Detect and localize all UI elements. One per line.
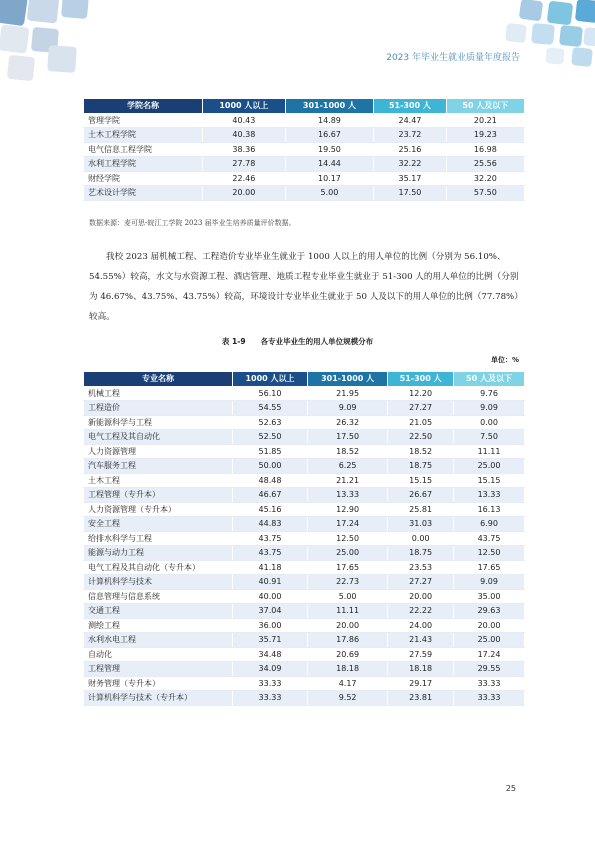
value-cell: 13.33 — [308, 488, 388, 503]
value-cell: 9.09 — [308, 401, 388, 416]
value-cell: 17.65 — [454, 560, 525, 575]
row-label-cell: 新能源科学与工程 — [84, 415, 233, 430]
row-label-cell: 工程管理 — [84, 662, 233, 677]
value-cell: 45.16 — [233, 502, 308, 517]
table-row — [84, 676, 525, 691]
table-header-row — [84, 372, 525, 387]
value-cell: 23.81 — [388, 691, 454, 706]
value-cell: 32.20 — [446, 171, 524, 186]
row-label-cell: 机械工程 — [84, 386, 233, 401]
value-cell: 52.50 — [233, 430, 308, 445]
value-cell: 20.21 — [446, 113, 524, 128]
table-row — [84, 662, 525, 677]
deco-square — [575, 0, 595, 23]
deco-square — [519, 0, 544, 21]
table-body — [84, 113, 525, 200]
value-cell: 35.00 — [454, 589, 525, 604]
row-label-cell: 电气信息工程学院 — [84, 142, 203, 157]
value-cell: 17.24 — [308, 517, 388, 532]
header-51-300: 51-300 人 — [388, 372, 454, 387]
table-row — [84, 502, 525, 517]
value-cell: 56.10 — [233, 386, 308, 401]
value-cell: 40.00 — [233, 589, 308, 604]
value-cell: 17.24 — [454, 647, 525, 662]
value-cell: 11.11 — [454, 444, 525, 459]
value-cell: 11.11 — [308, 604, 388, 619]
value-cell: 25.16 — [374, 142, 447, 157]
value-cell: 18.75 — [388, 459, 454, 474]
value-cell: 25.81 — [388, 502, 454, 517]
value-cell: 31.03 — [388, 517, 454, 532]
value-cell: 18.18 — [388, 662, 454, 677]
value-cell: 26.32 — [308, 415, 388, 430]
value-cell: 52.63 — [233, 415, 308, 430]
value-cell: 17.50 — [374, 186, 447, 201]
table-row — [84, 517, 525, 532]
table-caption: 表 1-9 各专业毕业生的用人单位规模分布 — [221, 337, 374, 346]
value-cell: 33.33 — [454, 676, 525, 691]
value-cell: 12.20 — [388, 386, 454, 401]
row-label-cell: 信息管理与信息系统 — [84, 589, 233, 604]
table-row — [84, 488, 525, 503]
value-cell: 22.50 — [388, 430, 454, 445]
row-label-cell: 水利水电工程 — [84, 633, 233, 648]
data-source-note: 数据来源：麦可思-皖江工学院 2023 届毕业生培养质量评价数据。 — [89, 219, 296, 227]
table-row — [84, 633, 525, 648]
report-header-title: 2023 年毕业生就业质量年度报告 — [386, 53, 520, 63]
row-label-cell: 财经学院 — [84, 171, 203, 186]
row-label-cell: 人力资源管理 — [84, 444, 233, 459]
value-cell: 25.00 — [454, 459, 525, 474]
value-cell: 21.43 — [388, 633, 454, 648]
value-cell: 43.75 — [454, 531, 525, 546]
value-cell: 21.95 — [308, 386, 388, 401]
value-cell: 25.56 — [446, 157, 524, 172]
row-label-cell: 自动化 — [84, 647, 233, 662]
value-cell: 17.65 — [308, 560, 388, 575]
row-label-cell: 水利工程学院 — [84, 157, 203, 172]
deco-square — [571, 47, 593, 67]
table-header-row — [84, 99, 525, 114]
value-cell: 6.25 — [308, 459, 388, 474]
header-301-1000: 301-1000 人 — [285, 99, 373, 114]
table-row — [84, 618, 525, 633]
value-cell: 35.71 — [233, 633, 308, 648]
header-301-1000: 301-1000 人 — [308, 372, 388, 387]
value-cell: 44.83 — [233, 517, 308, 532]
deco-square — [47, 45, 77, 73]
table-row — [84, 531, 525, 546]
value-cell: 18.75 — [388, 546, 454, 561]
header-50-below: 50 人及以下 — [454, 372, 525, 387]
deco-square — [505, 23, 527, 43]
row-label-cell: 计算机科学与技术 — [84, 575, 233, 590]
table-row — [84, 386, 525, 401]
value-cell: 32.22 — [374, 157, 447, 172]
value-cell: 7.50 — [454, 430, 525, 445]
header-college-name: 学院名称 — [84, 99, 203, 114]
value-cell: 0.00 — [388, 531, 454, 546]
value-cell: 9.76 — [454, 386, 525, 401]
body-paragraph: 我校 2023 届机械工程、工程造价专业毕业生就业于 1000 人以上的用人单位的比例（分别为 56.10%、54.55%）较高，水文与水资源工程、酒店管理、地质工程专业毕业生就业于 51-300 人的用人单位的比例（分别为 46.67%、43.75%、43.75%）较高，环境设计专业毕业生就业于 50 人及以下的用人单位的比例（77.78%）较高。 — [89, 252, 519, 322]
table-row — [84, 142, 525, 157]
value-cell: 35.17 — [374, 171, 447, 186]
value-cell: 19.23 — [446, 128, 524, 143]
deco-square — [531, 23, 555, 45]
deco-square — [0, 0, 28, 26]
value-cell: 17.86 — [308, 633, 388, 648]
header-1000-plus: 1000 人以上 — [203, 99, 286, 114]
college-scale-table — [83, 98, 525, 201]
table-row — [84, 473, 525, 488]
value-cell: 48.48 — [233, 473, 308, 488]
value-cell: 15.15 — [454, 473, 525, 488]
value-cell: 17.50 — [308, 430, 388, 445]
value-cell: 33.33 — [233, 691, 308, 706]
table-row — [84, 589, 525, 604]
value-cell: 50.00 — [233, 459, 308, 474]
value-cell: 20.00 — [203, 186, 286, 201]
value-cell: 57.50 — [446, 186, 524, 201]
value-cell: 26.67 — [388, 488, 454, 503]
table-row — [84, 113, 525, 128]
row-label-cell: 工程造价 — [84, 401, 233, 416]
value-cell: 41.18 — [233, 560, 308, 575]
value-cell: 34.48 — [233, 647, 308, 662]
value-cell: 25.00 — [308, 546, 388, 561]
value-cell: 18.52 — [308, 444, 388, 459]
header-1000-plus: 1000 人以上 — [233, 372, 308, 387]
value-cell: 36.00 — [233, 618, 308, 633]
value-cell: 4.17 — [308, 676, 388, 691]
value-cell: 24.00 — [388, 618, 454, 633]
value-cell: 33.33 — [454, 691, 525, 706]
value-cell: 25.00 — [454, 633, 525, 648]
row-label-cell: 财务管理（专升本） — [84, 676, 233, 691]
row-label-cell: 安全工程 — [84, 517, 233, 532]
unit-label: 单位：% — [490, 356, 519, 364]
value-cell: 27.27 — [388, 575, 454, 590]
value-cell: 15.15 — [388, 473, 454, 488]
row-label-cell: 人力资源管理（专升本） — [84, 502, 233, 517]
row-label-cell: 电气工程及其自动化 — [84, 430, 233, 445]
value-cell: 5.00 — [308, 589, 388, 604]
value-cell: 23.72 — [374, 128, 447, 143]
value-cell: 14.44 — [285, 157, 373, 172]
value-cell: 29.55 — [454, 662, 525, 677]
value-cell: 29.63 — [454, 604, 525, 619]
value-cell: 22.46 — [203, 171, 286, 186]
value-cell: 27.78 — [203, 157, 286, 172]
value-cell: 20.00 — [388, 589, 454, 604]
value-cell: 27.27 — [388, 401, 454, 416]
table-row — [84, 560, 525, 575]
row-label-cell: 能源与动力工程 — [84, 546, 233, 561]
value-cell: 43.75 — [233, 531, 308, 546]
table-row — [84, 128, 525, 143]
value-cell: 19.50 — [285, 142, 373, 157]
row-label-cell: 工程管理（专升本） — [84, 488, 233, 503]
value-cell: 46.67 — [233, 488, 308, 503]
deco-square — [583, 27, 595, 47]
header-51-300: 51-300 人 — [374, 99, 447, 114]
value-cell: 16.67 — [285, 128, 373, 143]
value-cell: 10.17 — [285, 171, 373, 186]
value-cell: 22.73 — [308, 575, 388, 590]
value-cell: 9.09 — [454, 575, 525, 590]
value-cell: 13.33 — [454, 488, 525, 503]
value-cell: 0.00 — [454, 415, 525, 430]
value-cell: 21.21 — [308, 473, 388, 488]
value-cell: 6.90 — [454, 517, 525, 532]
value-cell: 40.38 — [203, 128, 286, 143]
table-row — [84, 415, 525, 430]
value-cell: 14.89 — [285, 113, 373, 128]
value-cell: 43.75 — [233, 546, 308, 561]
value-cell: 20.00 — [308, 618, 388, 633]
page-number: 25 — [505, 784, 516, 793]
row-label-cell: 汽车服务工程 — [84, 459, 233, 474]
deco-square — [61, 0, 89, 19]
header-major-name: 专业名称 — [84, 372, 233, 387]
table-row — [84, 604, 525, 619]
value-cell: 40.91 — [233, 575, 308, 590]
row-label-cell: 管理学院 — [84, 113, 203, 128]
table-row — [84, 430, 525, 445]
table-body — [84, 386, 525, 705]
row-label-cell: 计算机科学与技术（专升本） — [84, 691, 233, 706]
value-cell: 22.22 — [388, 604, 454, 619]
value-cell: 12.90 — [308, 502, 388, 517]
row-label-cell: 电气工程及其自动化（专升本） — [84, 560, 233, 575]
header-50-below: 50 人及以下 — [446, 99, 524, 114]
value-cell: 34.09 — [233, 662, 308, 677]
deco-square — [0, 24, 29, 53]
deco-square — [27, 0, 60, 23]
value-cell: 40.43 — [203, 113, 286, 128]
value-cell: 38.36 — [203, 142, 286, 157]
table-row — [84, 575, 525, 590]
deco-square — [547, 1, 574, 26]
value-cell: 9.52 — [308, 691, 388, 706]
table-row — [84, 459, 525, 474]
row-label-cell: 艺术设计学院 — [84, 186, 203, 201]
row-label-cell: 交通工程 — [84, 604, 233, 619]
value-cell: 23.53 — [388, 560, 454, 575]
value-cell: 33.33 — [233, 676, 308, 691]
value-cell: 24.47 — [374, 113, 447, 128]
table-row — [84, 647, 525, 662]
value-cell: 18.52 — [388, 444, 454, 459]
deco-square — [7, 55, 35, 82]
value-cell: 5.00 — [285, 186, 373, 201]
deco-square — [545, 47, 564, 65]
row-label-cell: 测绘工程 — [84, 618, 233, 633]
table-row — [84, 401, 525, 416]
table-row — [84, 186, 525, 201]
value-cell: 12.50 — [308, 531, 388, 546]
row-label-cell: 给排水科学与工程 — [84, 531, 233, 546]
table-row — [84, 171, 525, 186]
table-row — [84, 444, 525, 459]
value-cell: 21.05 — [388, 415, 454, 430]
value-cell: 37.04 — [233, 604, 308, 619]
value-cell: 12.50 — [454, 546, 525, 561]
value-cell: 20.00 — [454, 618, 525, 633]
value-cell: 27.59 — [388, 647, 454, 662]
value-cell: 18.18 — [308, 662, 388, 677]
value-cell: 20.69 — [308, 647, 388, 662]
row-label-cell: 土木工程 — [84, 473, 233, 488]
table-row — [84, 691, 525, 706]
value-cell: 54.55 — [233, 401, 308, 416]
major-scale-table — [83, 371, 525, 706]
deco-square — [559, 25, 583, 47]
value-cell: 16.13 — [454, 502, 525, 517]
value-cell: 9.09 — [454, 401, 525, 416]
value-cell: 16.98 — [446, 142, 524, 157]
row-label-cell: 土木工程学院 — [84, 128, 203, 143]
table-row — [84, 546, 525, 561]
value-cell: 51.85 — [233, 444, 308, 459]
table-row — [84, 157, 525, 172]
value-cell: 29.17 — [388, 676, 454, 691]
